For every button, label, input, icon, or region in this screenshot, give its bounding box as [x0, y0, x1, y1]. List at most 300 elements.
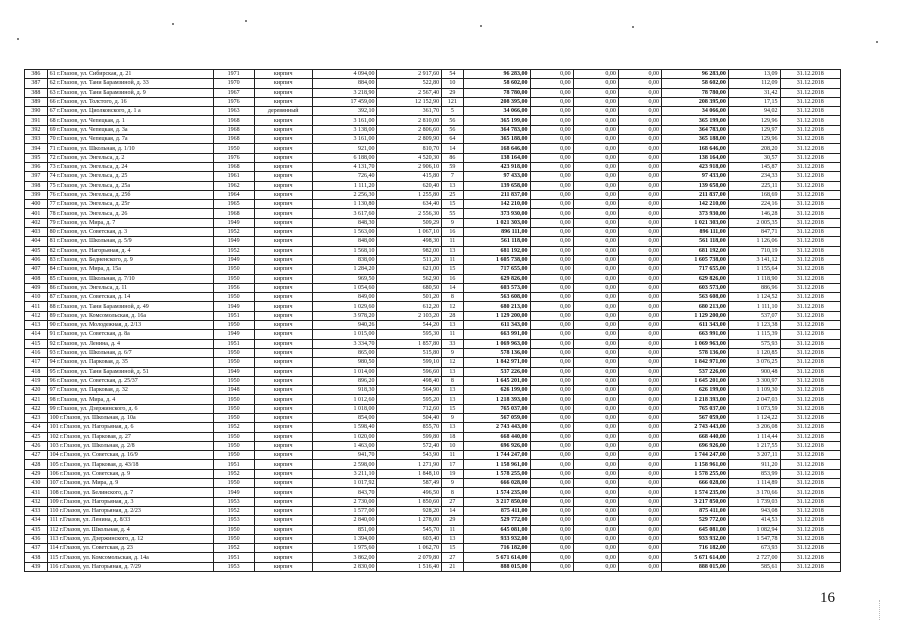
wall-material-cell: кирпич: [254, 246, 312, 255]
year-cell: 1949: [213, 302, 254, 311]
living-area-cell: 1 067,10: [377, 228, 442, 237]
row-number: 413: [25, 321, 48, 330]
wall-material-cell: кирпич: [254, 274, 312, 283]
address-cell: 109 г.Глазов, ул. Нагорьяная, д. 3: [47, 497, 213, 506]
value-cell: 0,00: [573, 395, 618, 404]
row-number: 417: [25, 358, 48, 367]
total-area-cell: 1 568,10: [312, 246, 377, 255]
value-cell: 0,00: [573, 488, 618, 497]
rate-cell: 3 207,11: [728, 451, 780, 460]
wall-material-cell: кирпич: [254, 413, 312, 422]
value-cell: 0,00: [530, 311, 573, 320]
scan-speck: [480, 25, 482, 27]
value-cell: 0,00: [573, 200, 618, 209]
amount-cell: 96 283,00: [463, 70, 530, 79]
row-number: 399: [25, 190, 48, 199]
value-cell: 0,00: [530, 479, 573, 488]
table-row: [25, 274, 841, 283]
year-cell: 1967: [213, 88, 254, 97]
value-cell: 0,00: [573, 172, 618, 181]
rate-cell: 2 727,00: [728, 553, 780, 562]
date-cell: 31.12.2018: [780, 209, 840, 218]
rate-cell: 17,15: [728, 97, 780, 106]
value-cell: 0,00: [530, 125, 573, 134]
year-cell: 1953: [213, 562, 254, 571]
amount-cell: 896 111,00: [463, 228, 530, 237]
table-row: [25, 209, 841, 218]
year-cell: 1962: [213, 181, 254, 190]
total-amount-cell: 933 932,00: [661, 534, 728, 543]
table-row: [25, 506, 841, 515]
residents-cell: 7: [442, 172, 464, 181]
year-cell: 1968: [213, 135, 254, 144]
rate-cell: 575,93: [728, 339, 780, 348]
date-cell: 31.12.2018: [780, 321, 840, 330]
living-area-cell: 982,00: [377, 246, 442, 255]
address-cell: 97 г.Глазов, ул. Парковая, д. 32: [47, 386, 213, 395]
row-number: 395: [25, 153, 48, 162]
table-row: [25, 302, 841, 311]
table-row: [25, 79, 841, 88]
value-cell: 0,00: [573, 460, 618, 469]
address-cell: 94 г.Глазов, ул. Парковая, д. 35: [47, 358, 213, 367]
row-number: 400: [25, 200, 48, 209]
year-cell: 1950: [213, 395, 254, 404]
row-number: 429: [25, 469, 48, 478]
table-row: [25, 423, 841, 432]
total-area-cell: 1 012,60: [312, 395, 377, 404]
residents-cell: 27: [442, 553, 464, 562]
table-row: [25, 246, 841, 255]
rate-cell: 673,93: [728, 544, 780, 553]
total-area-cell: 3 334,70: [312, 339, 377, 348]
wall-material-cell: кирпич: [254, 562, 312, 571]
total-amount-cell: 423 918,00: [661, 162, 728, 171]
row-number: 407: [25, 265, 48, 274]
value-cell: 0,00: [618, 330, 661, 339]
row-number: 386: [25, 70, 48, 79]
year-cell: 1949: [213, 367, 254, 376]
residents-cell: 16: [442, 274, 464, 283]
year-cell: 1950: [213, 376, 254, 385]
table-row: [25, 97, 841, 106]
wall-material-cell: кирпич: [254, 255, 312, 264]
rate-cell: 1 739,03: [728, 497, 780, 506]
table-row: [25, 441, 841, 450]
address-cell: 61 г.Глазов, ул. Сибирская, д. 21: [47, 70, 213, 79]
amount-cell: 97 433,00: [463, 172, 530, 181]
scan-speck: [876, 41, 878, 43]
total-amount-cell: 365 199,00: [661, 116, 728, 125]
date-cell: 31.12.2018: [780, 553, 840, 562]
date-cell: 31.12.2018: [780, 367, 840, 376]
value-cell: 0,00: [530, 376, 573, 385]
value-cell: 0,00: [530, 469, 573, 478]
value-cell: 0,00: [573, 274, 618, 283]
rate-cell: 414,53: [728, 516, 780, 525]
living-area-cell: 545,70: [377, 525, 442, 534]
scan-speck: [172, 23, 174, 25]
residents-cell: 12: [442, 302, 464, 311]
value-cell: 0,00: [530, 218, 573, 227]
total-area-cell: 884,00: [312, 79, 377, 88]
value-cell: 0,00: [618, 479, 661, 488]
total-area-cell: 838,00: [312, 255, 377, 264]
table-row: [25, 181, 841, 190]
address-cell: 80 г.Глазов, ул. Советская, д. 3: [47, 228, 213, 237]
total-amount-cell: 96 283,00: [661, 70, 728, 79]
value-cell: 0,00: [530, 404, 573, 413]
row-number: 422: [25, 404, 48, 413]
wall-material-cell: кирпич: [254, 506, 312, 515]
year-cell: 1951: [213, 339, 254, 348]
living-area-cell: 620,40: [377, 181, 442, 190]
wall-material-cell: кирпич: [254, 516, 312, 525]
residents-cell: 15: [442, 265, 464, 274]
total-area-cell: 1 015,00: [312, 330, 377, 339]
wall-material-cell: кирпич: [254, 200, 312, 209]
table-row: [25, 330, 841, 339]
value-cell: 0,00: [530, 302, 573, 311]
rate-cell: 224,16: [728, 200, 780, 209]
value-cell: 0,00: [618, 97, 661, 106]
amount-cell: 567 059,00: [463, 413, 530, 422]
table-row: [25, 200, 841, 209]
value-cell: 0,00: [573, 432, 618, 441]
residents-cell: 86: [442, 153, 464, 162]
amount-cell: 563 608,00: [463, 293, 530, 302]
living-area-cell: 1 255,80: [377, 190, 442, 199]
value-cell: 0,00: [530, 460, 573, 469]
value-cell: 0,00: [530, 413, 573, 422]
amount-cell: 423 918,00: [463, 162, 530, 171]
date-cell: 31.12.2018: [780, 70, 840, 79]
address-cell: 107 г.Глазов, ул. Мира, д. 9: [47, 479, 213, 488]
total-amount-cell: 78 780,00: [661, 88, 728, 97]
amount-cell: 1 158 961,00: [463, 460, 530, 469]
residents-cell: 64: [442, 135, 464, 144]
value-cell: 0,00: [618, 441, 661, 450]
wall-material-cell: кирпич: [254, 479, 312, 488]
row-number: 438: [25, 553, 48, 562]
value-cell: 0,00: [618, 293, 661, 302]
rate-cell: 3 141,12: [728, 255, 780, 264]
address-cell: 79 г.Глазов, ул. Мира, д. 7: [47, 218, 213, 227]
rate-cell: 3 300,97: [728, 376, 780, 385]
residents-cell: 10: [442, 79, 464, 88]
table-row: [25, 255, 841, 264]
amount-cell: 626 199,00: [463, 386, 530, 395]
address-cell: 74 г.Глазов, ул. Энгельса, д. 25: [47, 172, 213, 181]
value-cell: 0,00: [618, 181, 661, 190]
amount-cell: 211 837,00: [463, 190, 530, 199]
total-area-cell: 3 978,20: [312, 311, 377, 320]
wall-material-cell: кирпич: [254, 144, 312, 153]
living-area-cell: 587,49: [377, 479, 442, 488]
date-cell: 31.12.2018: [780, 516, 840, 525]
residents-cell: 18: [442, 432, 464, 441]
date-cell: 31.12.2018: [780, 116, 840, 125]
row-number: 403: [25, 228, 48, 237]
total-amount-cell: 2 743 443,00: [661, 423, 728, 432]
rate-cell: 1 123,38: [728, 321, 780, 330]
value-cell: 0,00: [618, 237, 661, 246]
rate-cell: 208,20: [728, 144, 780, 153]
amount-cell: 1 645 201,00: [463, 376, 530, 385]
value-cell: 0,00: [530, 358, 573, 367]
date-cell: 31.12.2018: [780, 200, 840, 209]
living-area-cell: 12 152,90: [377, 97, 442, 106]
value-cell: 0,00: [618, 348, 661, 357]
total-amount-cell: 567 059,00: [661, 413, 728, 422]
living-area-cell: 595,20: [377, 395, 442, 404]
value-cell: 0,00: [573, 311, 618, 320]
total-amount-cell: 663 991,00: [661, 330, 728, 339]
date-cell: 31.12.2018: [780, 339, 840, 348]
year-cell: 1950: [213, 404, 254, 413]
date-cell: 31.12.2018: [780, 413, 840, 422]
year-cell: 1949: [213, 237, 254, 246]
residents-cell: 13: [442, 321, 464, 330]
scan-speck: [632, 26, 634, 28]
wall-material-cell: кирпич: [254, 237, 312, 246]
amount-cell: 680 213,00: [463, 302, 530, 311]
value-cell: 0,00: [530, 534, 573, 543]
living-area-cell: 2 917,60: [377, 70, 442, 79]
residents-cell: 19: [442, 469, 464, 478]
table-row: [25, 553, 841, 562]
date-cell: 31.12.2018: [780, 293, 840, 302]
address-cell: 104 г.Глазов, ул. Советская, д. 16/9: [47, 451, 213, 460]
residents-cell: 12: [442, 358, 464, 367]
value-cell: 0,00: [573, 135, 618, 144]
value-cell: 0,00: [530, 237, 573, 246]
total-area-cell: 848,30: [312, 218, 377, 227]
year-cell: 1952: [213, 228, 254, 237]
value-cell: 0,00: [573, 553, 618, 562]
value-cell: 0,00: [573, 265, 618, 274]
value-cell: 0,00: [573, 544, 618, 553]
residents-cell: 5: [442, 107, 464, 116]
value-cell: 0,00: [573, 348, 618, 357]
rate-cell: 1 114,44: [728, 432, 780, 441]
value-cell: 0,00: [618, 311, 661, 320]
total-area-cell: 6 188,00: [312, 153, 377, 162]
total-amount-cell: 1 218 393,00: [661, 395, 728, 404]
living-area-cell: 2 567,40: [377, 88, 442, 97]
rate-cell: 146,28: [728, 209, 780, 218]
date-cell: 31.12.2018: [780, 237, 840, 246]
address-cell: 105 г.Глазов, ул. Парковая, д. 43/18: [47, 460, 213, 469]
living-area-cell: 1 278,00: [377, 516, 442, 525]
value-cell: 0,00: [618, 228, 661, 237]
value-cell: 0,00: [618, 506, 661, 515]
total-amount-cell: 34 066,00: [661, 107, 728, 116]
value-cell: 0,00: [573, 423, 618, 432]
value-cell: 0,00: [573, 228, 618, 237]
amount-cell: 1 578 255,00: [463, 469, 530, 478]
year-cell: 1968: [213, 116, 254, 125]
table-row: [25, 283, 841, 292]
address-cell: 99 г.Глазов, ул. Дзержинского, д. 6: [47, 404, 213, 413]
date-cell: 31.12.2018: [780, 497, 840, 506]
row-number: 393: [25, 135, 48, 144]
living-area-cell: 2 809,90: [377, 135, 442, 144]
table-row: [25, 358, 841, 367]
total-amount-cell: 3 217 850,00: [661, 497, 728, 506]
living-area-cell: 680,50: [377, 283, 442, 292]
rate-cell: 234,33: [728, 172, 780, 181]
living-area-cell: 1 850,60: [377, 497, 442, 506]
wall-material-cell: кирпич: [254, 190, 312, 199]
total-amount-cell: 1 129 200,00: [661, 311, 728, 320]
value-cell: 0,00: [530, 339, 573, 348]
living-area-cell: 1 271,90: [377, 460, 442, 469]
total-area-cell: 896,20: [312, 376, 377, 385]
amount-cell: 1 605 738,00: [463, 255, 530, 264]
amount-cell: 561 118,00: [463, 237, 530, 246]
total-amount-cell: 365 188,00: [661, 135, 728, 144]
value-cell: 0,00: [530, 544, 573, 553]
value-cell: 0,00: [618, 469, 661, 478]
address-cell: 72 г.Глазов, ул. Энгельса, д. 2: [47, 153, 213, 162]
year-cell: 1950: [213, 274, 254, 283]
total-area-cell: 1 598,40: [312, 423, 377, 432]
date-cell: 31.12.2018: [780, 395, 840, 404]
amount-cell: 5 671 614,00: [463, 553, 530, 562]
value-cell: 0,00: [618, 376, 661, 385]
row-number: 412: [25, 311, 48, 320]
value-cell: 0,00: [618, 79, 661, 88]
rate-cell: 13,09: [728, 70, 780, 79]
table-row: [25, 218, 841, 227]
table-row: [25, 144, 841, 153]
total-area-cell: 2 598,00: [312, 460, 377, 469]
row-number: 404: [25, 237, 48, 246]
value-cell: 0,00: [573, 162, 618, 171]
year-cell: 1950: [213, 321, 254, 330]
value-cell: 0,00: [618, 125, 661, 134]
amount-cell: 1 069 963,00: [463, 339, 530, 348]
address-cell: 96 г.Глазов, ул. Советская, д. 25/37: [47, 376, 213, 385]
value-cell: 0,00: [530, 423, 573, 432]
rate-cell: 710,19: [728, 246, 780, 255]
address-cell: 103 г.Глазов, ул. Школьная, д. 2/8: [47, 441, 213, 450]
date-cell: 31.12.2018: [780, 144, 840, 153]
value-cell: 0,00: [618, 386, 661, 395]
amount-cell: 529 772,00: [463, 516, 530, 525]
total-amount-cell: 1 744 247,00: [661, 451, 728, 460]
rate-cell: 1 114,89: [728, 479, 780, 488]
address-cell: 95 г.Глазов, ул. Тани Барамзиной, д. 51: [47, 367, 213, 376]
year-cell: 1949: [213, 330, 254, 339]
rate-cell: 1 082,94: [728, 525, 780, 534]
wall-material-cell: кирпич: [254, 395, 312, 404]
total-amount-cell: 138 164,00: [661, 153, 728, 162]
date-cell: 31.12.2018: [780, 358, 840, 367]
residents-cell: 15: [442, 200, 464, 209]
wall-material-cell: кирпич: [254, 311, 312, 320]
wall-material-cell: кирпич: [254, 125, 312, 134]
rate-cell: 225,11: [728, 181, 780, 190]
table-row: [25, 125, 841, 134]
amount-cell: 668 440,00: [463, 432, 530, 441]
table-row: [25, 265, 841, 274]
value-cell: 0,00: [573, 469, 618, 478]
value-cell: 0,00: [573, 525, 618, 534]
rate-cell: 112,09: [728, 79, 780, 88]
table-row: [25, 107, 841, 116]
total-amount-cell: 139 658,00: [661, 181, 728, 190]
rate-cell: 1 547,78: [728, 534, 780, 543]
value-cell: 0,00: [618, 302, 661, 311]
amount-cell: 373 930,00: [463, 209, 530, 218]
table-body: [25, 70, 841, 572]
date-cell: 31.12.2018: [780, 218, 840, 227]
wall-material-cell: кирпич: [254, 432, 312, 441]
row-number: 392: [25, 125, 48, 134]
table-row: [25, 339, 841, 348]
residents-cell: 9: [442, 218, 464, 227]
total-amount-cell: 765 037,00: [661, 404, 728, 413]
wall-material-cell: кирпич: [254, 321, 312, 330]
value-cell: 0,00: [573, 441, 618, 450]
value-cell: 0,00: [573, 367, 618, 376]
total-amount-cell: 1 842 971,00: [661, 358, 728, 367]
year-cell: 1950: [213, 432, 254, 441]
value-cell: 0,00: [618, 534, 661, 543]
value-cell: 0,00: [618, 423, 661, 432]
date-cell: 31.12.2018: [780, 246, 840, 255]
value-cell: 0,00: [573, 246, 618, 255]
amount-cell: 666 028,00: [463, 479, 530, 488]
living-area-cell: 810,70: [377, 144, 442, 153]
address-cell: 71 г.Глазов, ул. Школьная, д. 1/10: [47, 144, 213, 153]
value-cell: 0,00: [618, 70, 661, 79]
wall-material-cell: кирпич: [254, 153, 312, 162]
rate-cell: 911,20: [728, 460, 780, 469]
living-area-cell: 612,20: [377, 302, 442, 311]
total-area-cell: 1 563,00: [312, 228, 377, 237]
row-number: 436: [25, 534, 48, 543]
date-cell: 31.12.2018: [780, 562, 840, 571]
rate-cell: 3 206,08: [728, 423, 780, 432]
total-area-cell: 980,50: [312, 358, 377, 367]
total-amount-cell: 626 199,00: [661, 386, 728, 395]
total-area-cell: 1 020,00: [312, 432, 377, 441]
total-area-cell: 851,00: [312, 525, 377, 534]
value-cell: 0,00: [573, 302, 618, 311]
address-cell: 63 г.Глазов, ул. Тани Барамзиной, д. 9: [47, 88, 213, 97]
scan-specks: [0, 0, 905, 70]
residents-cell: 33: [442, 339, 464, 348]
total-area-cell: 921,00: [312, 144, 377, 153]
amount-cell: 3 217 850,00: [463, 497, 530, 506]
date-cell: 31.12.2018: [780, 460, 840, 469]
table-row: [25, 172, 841, 181]
wall-material-cell: кирпич: [254, 488, 312, 497]
value-cell: 0,00: [530, 451, 573, 460]
value-cell: 0,00: [530, 116, 573, 125]
residents-cell: 56: [442, 125, 464, 134]
total-amount-cell: 888 015,00: [661, 562, 728, 571]
year-cell: 1952: [213, 506, 254, 515]
total-amount-cell: 142 210,00: [661, 200, 728, 209]
total-area-cell: 2 840,00: [312, 516, 377, 525]
wall-material-cell: кирпич: [254, 88, 312, 97]
date-cell: 31.12.2018: [780, 544, 840, 553]
date-cell: 31.12.2018: [780, 274, 840, 283]
